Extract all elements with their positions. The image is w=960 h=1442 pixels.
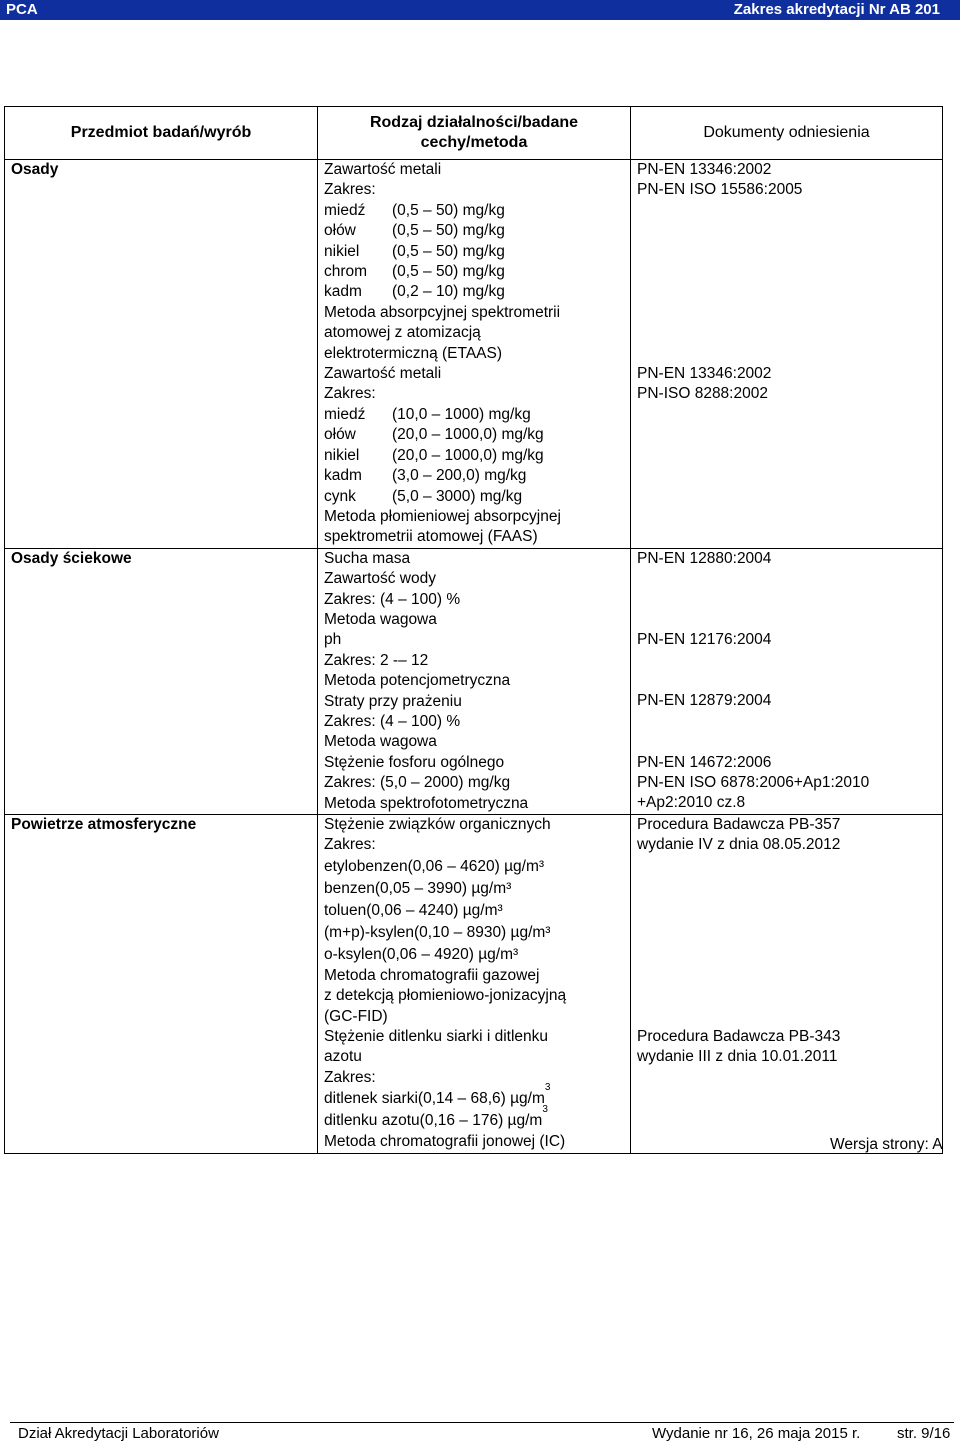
item-name: chrom	[324, 263, 368, 281]
item-range: (0,2 – 10) mg/kg	[392, 283, 505, 301]
range-item	[324, 405, 624, 425]
item-name: ołów	[324, 426, 356, 444]
item-name: miedź	[324, 405, 366, 423]
activity-cell	[318, 815, 631, 1154]
text-line: Metoda wagowa	[324, 610, 437, 628]
range-item	[324, 487, 624, 507]
range-item	[324, 242, 624, 262]
column-header-subject: Przedmiot badań/wyrób	[5, 107, 318, 160]
item-name: benzen	[324, 879, 375, 897]
item-name: (m+p)-ksylen	[324, 923, 415, 941]
range-item	[324, 466, 624, 486]
activity-block	[324, 1027, 624, 1153]
text-line: Metoda absorpcyjnej spektrometrii	[324, 303, 561, 321]
page-version: Wersja strony: A	[830, 1136, 943, 1153]
documents-cell	[631, 548, 943, 814]
item-name: ditlenek siarki	[324, 1090, 418, 1108]
text-line: Zakres: (4 – 100) %	[324, 712, 461, 730]
table-row	[5, 548, 943, 814]
range-item	[324, 1082, 624, 1110]
documents-cell	[631, 815, 943, 1154]
header-org: PCA	[6, 1, 38, 18]
item-name: kadm	[324, 283, 362, 301]
text-line: Stężenie związków organicznych	[324, 816, 551, 833]
text-line: Zawartość metali	[324, 161, 442, 178]
activity-block	[324, 364, 624, 548]
documents-cell	[631, 160, 943, 549]
text-line: Zawartość metali	[324, 365, 442, 383]
item-name: ditlenku azotu	[324, 1112, 420, 1130]
footer-page-number: str. 9/16	[897, 1425, 951, 1442]
activity-cell	[318, 548, 631, 814]
range-item	[324, 221, 624, 241]
activity-block	[324, 692, 624, 753]
range-item	[324, 425, 624, 445]
reference-document: PN-EN 12176:2004	[637, 631, 772, 649]
text-line: Zakres:	[324, 1068, 376, 1086]
subject-cell: Powietrze atmosferyczne	[5, 815, 318, 1154]
item-range: (0,14 – 68,6) µg/m	[417, 1090, 545, 1108]
text-line: atomowej z atomizacją	[324, 324, 481, 342]
item-range: (20,0 – 1000,0) mg/kg	[392, 426, 544, 444]
reference-document: PN-EN ISO 15586:2005	[637, 181, 803, 199]
table-header-row	[5, 107, 943, 160]
text-line: Zakres: (4 – 100) %	[324, 590, 461, 608]
text-line: Zakres:	[324, 181, 376, 199]
item-name: nikiel	[324, 446, 360, 464]
item-name: toluen	[324, 901, 367, 919]
item-name: nikiel	[324, 242, 360, 260]
header-title: Zakres akredytacji Nr AB 201	[733, 1, 940, 18]
reference-document: wydanie IV z dnia 08.05.2012	[637, 836, 841, 854]
text-line: Zawartość wody	[324, 570, 436, 588]
column-header-activity: Rodzaj działalności/badane cechy/metoda	[318, 107, 631, 160]
text-line: Zakres:	[324, 836, 376, 854]
text-line: Zakres: 2 -– 12	[324, 651, 429, 669]
table-row	[5, 815, 943, 1154]
table-row	[5, 160, 943, 549]
accreditation-table	[4, 106, 943, 1154]
activity-block	[324, 630, 624, 691]
text-line: elektrotermiczną (ETAAS)	[324, 344, 503, 362]
reference-document: Procedura Badawcza PB-357	[637, 816, 841, 833]
item-name: etylobenzen	[324, 857, 408, 875]
header-bar	[0, 0, 960, 20]
reference-document: PN-EN ISO 6878:2006+Ap1:2010	[637, 773, 870, 791]
footer-edition: Wydanie nr 16, 26 maja 2015 r.	[652, 1425, 861, 1442]
activity-block	[324, 815, 624, 1027]
superscript: 3	[542, 1104, 548, 1116]
text-line: Stężenie ditlenku siarki i ditlenku	[324, 1028, 549, 1046]
item-name: o-ksylen	[324, 945, 382, 963]
range-item	[324, 262, 624, 282]
reference-document: PN-EN 13346:2002	[637, 161, 772, 178]
range-item	[324, 282, 624, 302]
reference-document: wydanie III z dnia 10.01.2011	[637, 1048, 838, 1066]
text-line: Metoda płomieniowej absorpcyjnej	[324, 507, 561, 525]
text-line: Zakres: (5,0 – 2000) mg/kg	[324, 774, 511, 792]
text-line: ph	[324, 631, 342, 649]
reference-document: +Ap2:2010 cz.8	[637, 794, 746, 812]
item-range: (0,05 – 3990) µg/m³	[374, 879, 512, 897]
text-line: Metoda chromatografii gazowej	[324, 966, 540, 984]
superscript: 3	[544, 1082, 551, 1094]
text-line: azotu	[324, 1048, 362, 1066]
item-range: (0,5 – 50) mg/kg	[392, 242, 505, 260]
range-item	[324, 446, 624, 466]
text-line: Metoda spektrofotometryczna	[324, 794, 529, 812]
reference-document: PN-EN 12880:2004	[637, 549, 772, 567]
text-line: (GC-FID)	[324, 1007, 388, 1025]
subject-cell: Osady ściekowe	[5, 548, 318, 814]
range-item	[324, 922, 624, 944]
activity-cell	[318, 160, 631, 549]
text-line: Metoda potencjometryczna	[324, 672, 511, 690]
activity-block	[324, 753, 624, 814]
text-line: Straty przy prażeniu	[324, 692, 462, 710]
footer-divider	[10, 1422, 954, 1423]
range-item	[324, 201, 624, 221]
reference-document: PN-EN 13346:2002	[637, 364, 772, 382]
column-header-documents: Dokumenty odniesienia	[631, 107, 943, 160]
subject-cell: Osady	[5, 160, 318, 549]
item-range: (0,10 – 8930) µg/m³	[414, 923, 551, 941]
range-item	[324, 856, 624, 878]
range-item	[324, 878, 624, 900]
range-item	[324, 944, 624, 966]
activity-block	[324, 549, 624, 631]
item-range: (20,0 – 1000,0) mg/kg	[392, 446, 544, 464]
item-range: (0,5 – 50) mg/kg	[392, 201, 505, 219]
item-name: miedź	[324, 201, 366, 219]
item-range: (10,0 – 1000) mg/kg	[392, 405, 531, 423]
reference-document: PN-EN 12879:2004	[637, 692, 772, 710]
activity-block	[324, 160, 624, 364]
reference-document: PN-ISO 8288:2002	[637, 385, 768, 403]
reference-document: PN-EN 14672:2006	[637, 753, 772, 771]
text-line: Metoda wagowa	[324, 733, 437, 751]
item-name: ołów	[324, 222, 356, 240]
item-range: (5,0 – 3000) mg/kg	[392, 487, 523, 505]
footer-department: Dział Akredytacji Laboratoriów	[18, 1425, 219, 1442]
text-line: Stężenie fosforu ogólnego	[324, 753, 505, 771]
text-line: spektrometrii atomowej (FAAS)	[324, 528, 538, 546]
text-line: z detekcją płomieniowo-jonizacyjną	[324, 987, 567, 1005]
item-name: kadm	[324, 467, 362, 485]
item-range: (0,06 – 4620) µg/m³	[407, 857, 545, 875]
item-range: (0,5 – 50) mg/kg	[392, 222, 505, 240]
item-range: (3,0 – 200,0) mg/kg	[392, 467, 527, 485]
text-line: Sucha masa	[324, 549, 411, 567]
item-range: (0,16 – 176) µg/m	[419, 1112, 543, 1130]
item-name: cynk	[324, 487, 356, 505]
text-line: Zakres:	[324, 385, 376, 403]
range-item	[324, 900, 624, 922]
item-range: (0,06 – 4920) µg/m³	[381, 945, 519, 963]
text-line: Metoda chromatografii jonowej (IC)	[324, 1133, 566, 1151]
range-item	[324, 1104, 624, 1132]
item-range: (0,06 – 4240) µg/m³	[366, 901, 503, 919]
item-range: (0,5 – 50) mg/kg	[392, 263, 505, 281]
reference-document: Procedura Badawcza PB-343	[637, 1027, 841, 1045]
